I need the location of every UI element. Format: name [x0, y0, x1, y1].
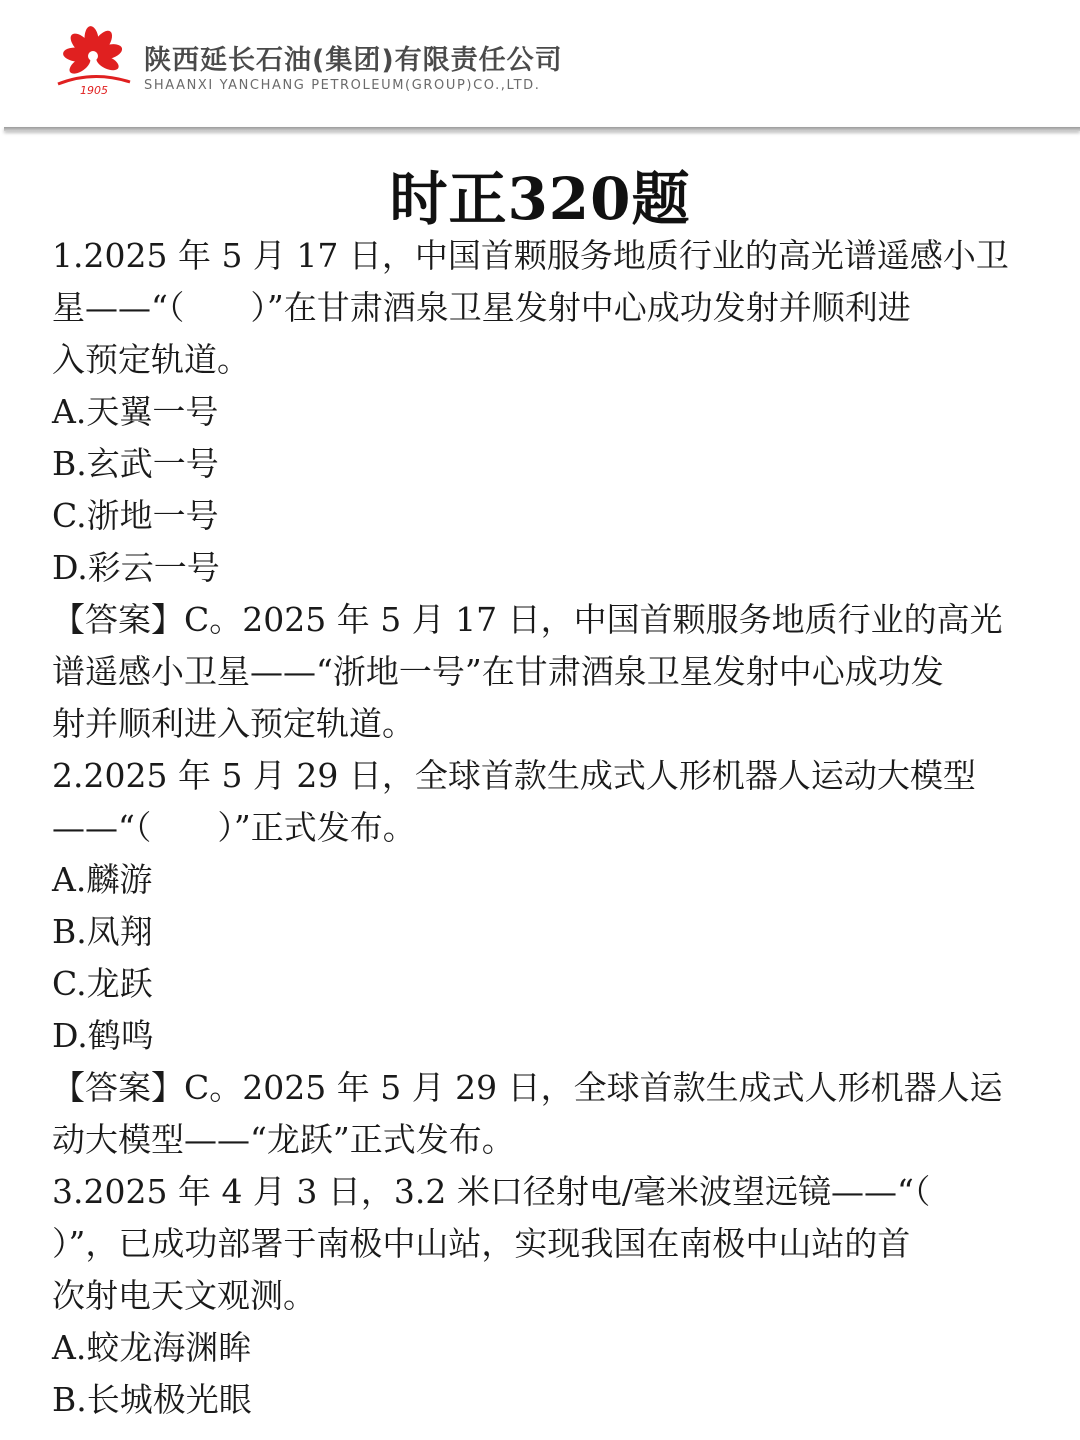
- question-2-option-c: C.龙跃: [52, 964, 153, 1003]
- answer-2-line-1: 【答案】C。2025 年 5 月 29 日，全球首款生成式人形机器人运: [52, 1068, 1003, 1107]
- question-3-option-b: B.长城极光眼: [52, 1380, 252, 1419]
- question-1-option-b: B.玄武一号: [52, 444, 219, 483]
- question-3-line-2: ）”，已成功部署于南极中山站，实现我国在南极中山站的首: [52, 1224, 911, 1263]
- question-content: [52, 230, 1042, 1426]
- question-1-option-d: D.彩云一号: [52, 548, 220, 587]
- page-header: [0, 0, 1080, 130]
- document-title: 时正320题: [389, 165, 691, 233]
- question-2-line-1: 2.2025 年 5 月 29 日，全球首款生成式人形机器人运动大模型: [52, 756, 976, 795]
- question-3-line-1: 3.2025 年 4 月 3 日，3.2 米口径射电/毫米波望远镜——“（: [52, 1172, 931, 1211]
- company-name-english: SHAANXI YANCHANG PETROLEUM(GROUP)CO.,LTD.: [144, 78, 541, 93]
- question-1-option-c: C.浙地一号: [52, 496, 219, 535]
- question-1-line-2: 星——“（ ）”在甘肃酒泉卫星发射中心成功发射并顺利进: [52, 288, 911, 327]
- logo-year-text: 1905: [80, 84, 108, 97]
- question-1-option-a: A.天翼一号: [52, 392, 219, 431]
- question-2-line-2: ——“（ ）”正式发布。: [52, 808, 416, 847]
- answer-1-line-1: 【答案】C。2025 年 5 月 17 日，中国首颗服务地质行业的高光: [52, 600, 1003, 639]
- question-1-line-1: 1.2025 年 5 月 17 日，中国首颗服务地质行业的高光谱遥感小卫: [52, 236, 1009, 275]
- question-1-line-3: 入预定轨道。: [52, 340, 250, 379]
- question-2-option-d: D.鹤鸣: [52, 1016, 154, 1055]
- question-2-option-a: A.麟游: [52, 860, 153, 899]
- question-3-option-a: A.蛟龙海渊眸: [52, 1328, 252, 1367]
- answer-1-line-2: 谱遥感小卫星——“浙地一号”在甘肃酒泉卫星发射中心成功发: [52, 652, 944, 691]
- company-name-chinese: 陕西延长石油(集团)有限责任公司: [144, 45, 563, 76]
- answer-1-line-3: 射并顺利进入预定轨道。: [52, 704, 415, 743]
- question-3-line-3: 次射电天文观测。: [52, 1276, 316, 1315]
- answer-2-line-2: 动大模型——“龙跃”正式发布。: [52, 1120, 515, 1159]
- company-logo-icon: [50, 26, 136, 98]
- question-2-option-b: B.凤翔: [52, 912, 153, 951]
- header-divider: [4, 127, 1080, 131]
